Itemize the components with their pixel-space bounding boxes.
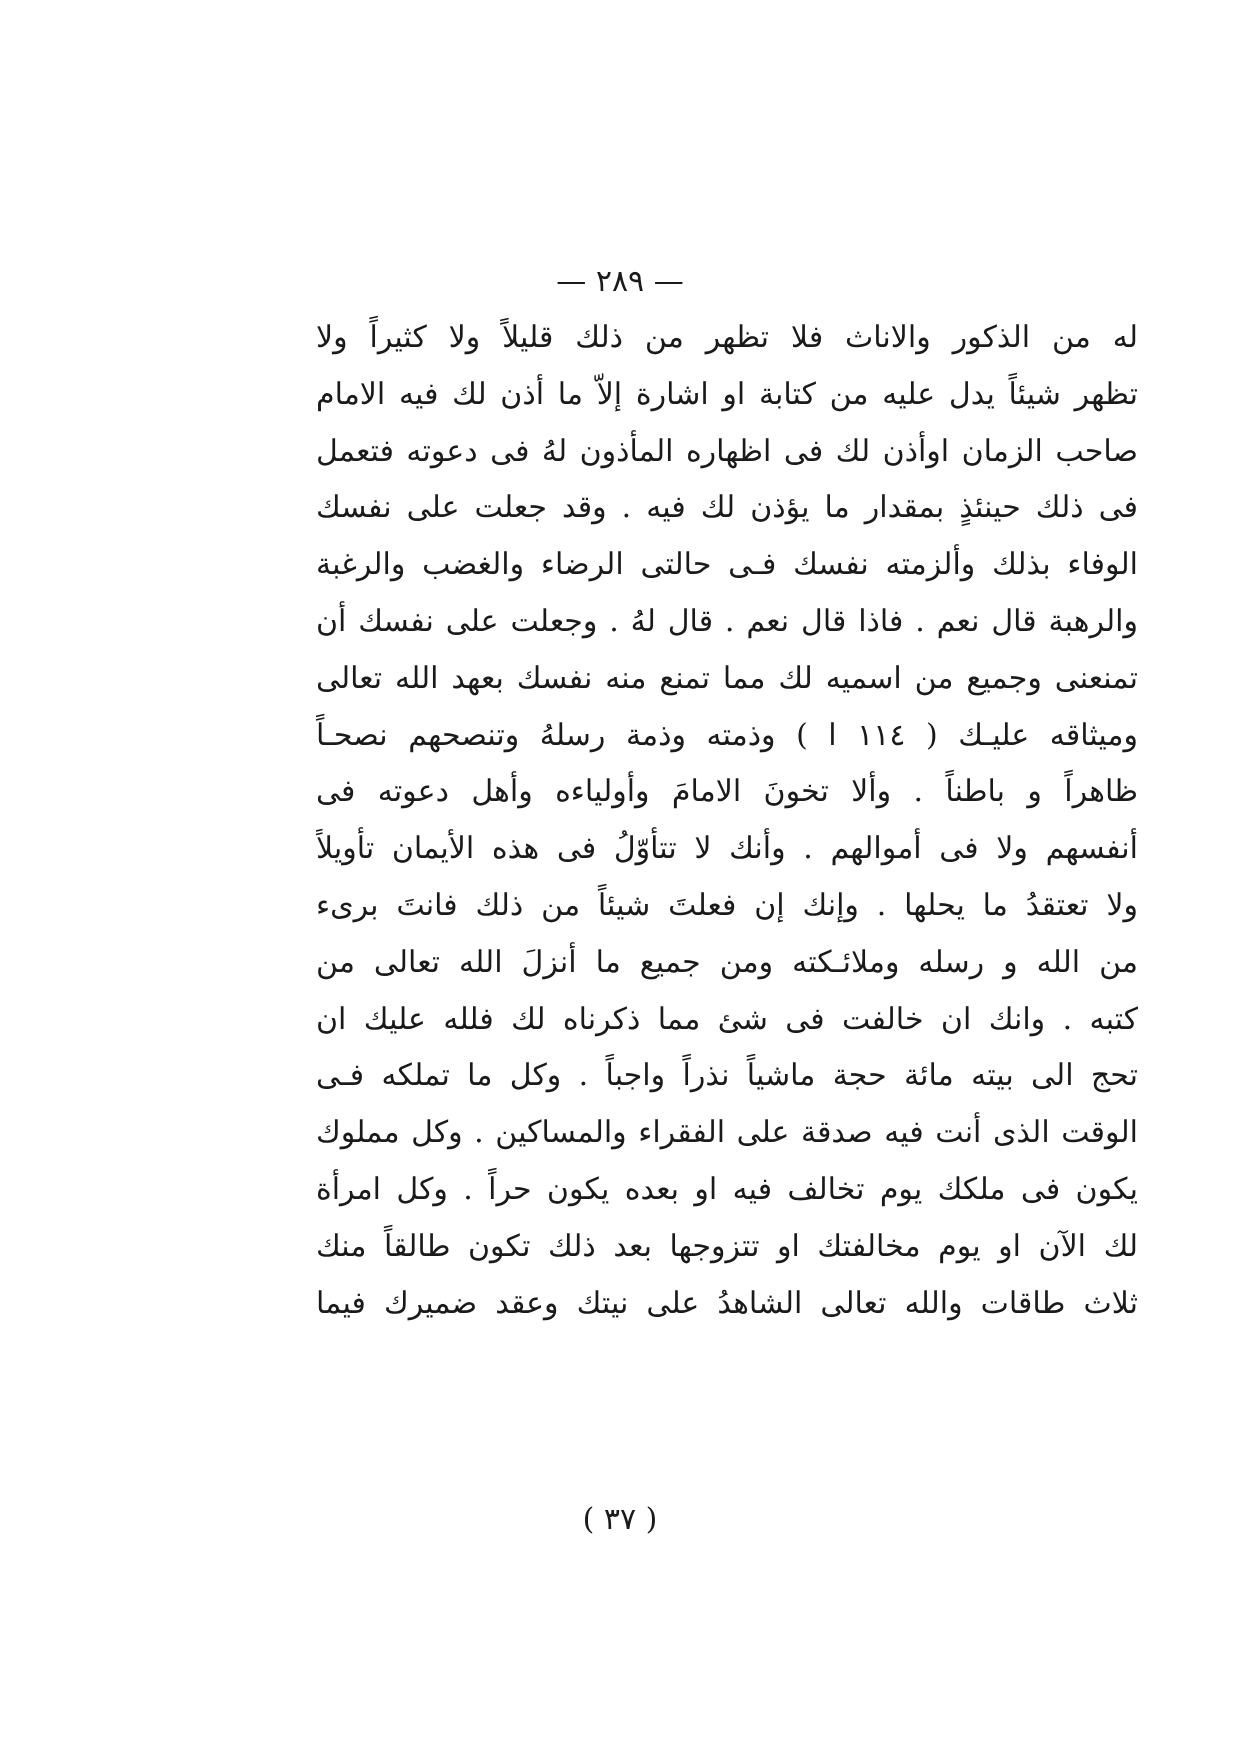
page-number: — ٢٨٩ —: [556, 264, 684, 299]
text-line: كتبه . وانك ان خالفت فى شئ مما ذكرناه لك فلله عليك ان: [316, 1001, 1138, 1037]
text-line: ولا تعتقدُ ما يحلها . وإنك إن فعلتَ شيئاً من ذلك فانتَ برىء: [316, 887, 1138, 923]
text-line: لك الآن او يوم مخالفتك او تتزوجها بعد ذلك تكون طالقاً منك: [316, 1228, 1138, 1264]
text-line: الوفاء بذلك وألزمته نفسك فـى حالتى الرضاء والغضب والرغبة: [316, 547, 1138, 583]
body-text: [316, 310, 1138, 1332]
text-line: تمنعنى وجميع من اسميه لك مما تمنع منه نفسك بعهد الله تعالى: [316, 660, 1138, 696]
text-line: تظهر شيئاً يدل عليه من كتابة او اشارة إلاّ ما أذن لك فيه الامام: [316, 376, 1138, 412]
text-line: أنفسهم ولا فى أموالهم . وأنك لا تتأوّلُ فى هذه الأيمان تأويلاً: [316, 831, 1138, 867]
text-line: ثلاث طاقات والله تعالى الشاهدُ على نيتك وعقد ضميرك فيما: [316, 1285, 1138, 1321]
text-line: له من الذكور والاناث فلا تظهر من ذلك قليلاً ولا كثيراً ولا: [316, 320, 1138, 355]
text-line: ظاهراً و باطناً . وألا تخونَ الامامَ وأولياءه وأهل دعوته فى: [316, 774, 1138, 810]
text-line: فى ذلك حينئذٍ بمقدار ما يؤذن لك فيه . وقد جعلت على نفسك: [316, 490, 1138, 526]
signature-mark: ( ٣٧ ): [582, 1502, 658, 1537]
text-line: من الله و رسله وملائـكته ومن جميع ما أنزلَ الله تعالى من: [316, 944, 1138, 980]
text-line: صاحب الزمان اوأذن لك فى اظهاره المأذون لهُ فى دعوته فتعمل: [316, 433, 1138, 469]
text-line: وميثاقه عليـك ( ١١٤ ا ) وذمته وذمة رسلهُ وتنصحهم نصحـاً: [316, 717, 1138, 753]
text-line: والرهبة قال نعم . فاذا قال نعم . قال لهُ . وجعلت على نفسك أن: [316, 603, 1138, 639]
text-line: تحج الى بيته مائة حجة ماشياً نذراً واجباً . وكل ما تملكه فـى: [316, 1058, 1138, 1094]
text-line: الوقت الذى أنت فيه صدقة على الفقراء والمساكين . وكل مملوك: [316, 1115, 1138, 1151]
text-line: يكون فى ملكك يوم تخالف فيه او بعده يكون حراً . وكل امرأة: [316, 1171, 1138, 1207]
